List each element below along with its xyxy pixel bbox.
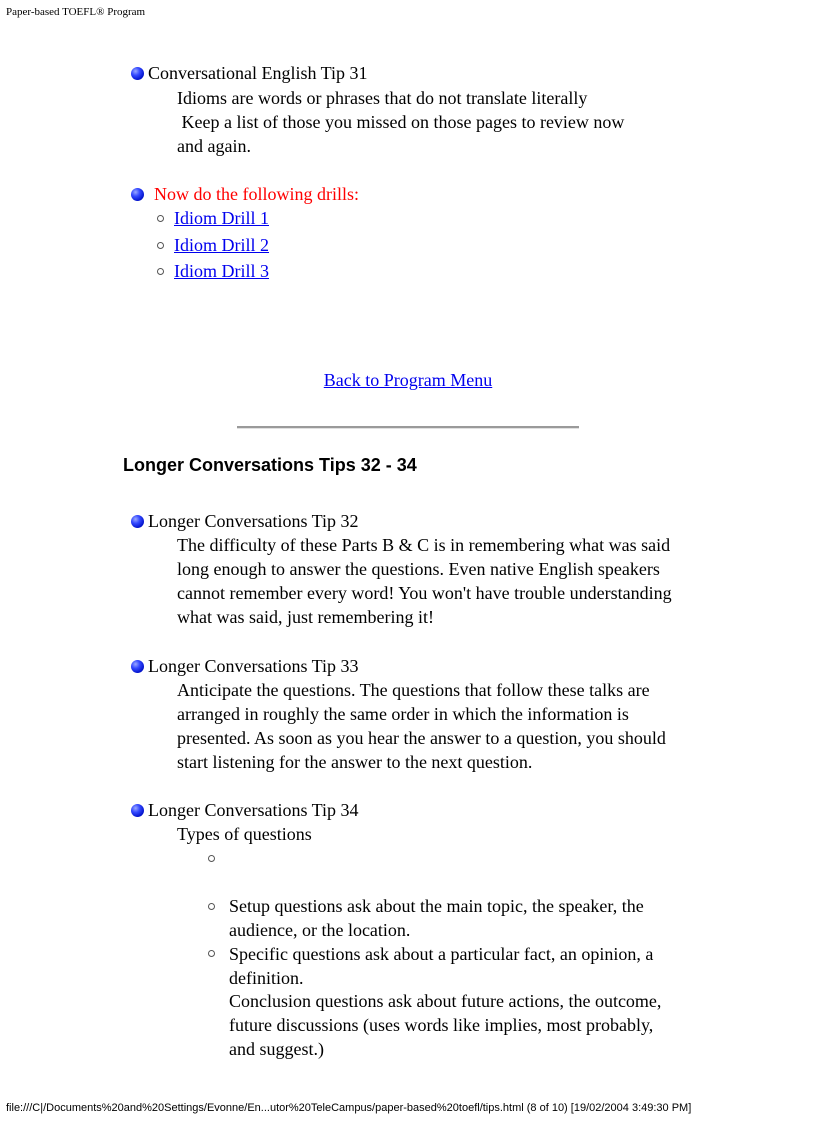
tip32-line: what was said, just remembering it!: [177, 607, 434, 627]
tip33-body: [177, 678, 666, 774]
drill-list-item: [157, 259, 269, 283]
tip33-line: Anticipate the questions. The questions that follow these talks are: [177, 680, 650, 700]
tip32-line: The difficulty of these Parts B & C is in remembering what was said: [177, 535, 671, 555]
question-type-line: Conclusion questions ask about future actions, the outcome,: [229, 991, 662, 1011]
tip32-line: cannot remember every word! You won't have trouble understanding: [177, 583, 672, 603]
tip33-title: Longer Conversations Tip 33: [148, 656, 359, 676]
question-type-line: and suggest.): [229, 1039, 324, 1059]
drills-intro: Now do the following drills:: [154, 184, 359, 204]
blue-bullet-icon: [131, 660, 144, 673]
page-footer-path: file:///C|/Documents%20and%20Settings/Evonne/En...utor%20TeleCampus/paper-based%20toefl/tips.html (8 of 10) [19/02/2004 3:49:30 PM]: [6, 1102, 692, 1114]
circle-bullet-icon: [157, 268, 164, 275]
tip34-intro: Types of questions: [177, 824, 312, 844]
section-heading: Longer Conversations Tips 32 - 34: [123, 455, 417, 475]
drills-item: [131, 182, 359, 206]
question-type-line: definition.: [229, 968, 304, 988]
tip32-line: long enough to answer the questions. Even native English speakers: [177, 559, 660, 579]
tip31-item: [131, 61, 368, 85]
drill-list-item: [157, 206, 269, 230]
tip31-line1: Idioms are words or phrases that do not translate literally: [177, 88, 588, 108]
circle-bullet-icon: [208, 903, 215, 910]
tip33-item: [131, 654, 359, 678]
circle-bullet-icon: [157, 242, 164, 249]
blue-bullet-icon: [131, 67, 144, 80]
tip31-line3: and again.: [177, 136, 251, 156]
page-header-title: Paper-based TOEFL® Program: [6, 6, 146, 18]
circle-bullet-icon: [208, 950, 215, 957]
tip33-line: start listening for the answer to the next question.: [177, 752, 533, 772]
tip33-line: arranged in roughly the same order in which the information is: [177, 704, 629, 724]
tip34-title: Longer Conversations Tip 34: [148, 800, 359, 820]
idiom-drill-2-link[interactable]: Idiom Drill 2: [174, 235, 269, 255]
circle-bullet-icon: [208, 855, 215, 862]
tip34-item: [131, 798, 359, 822]
tip31-line2: Keep a list of those you missed on those pages to review now: [177, 112, 625, 132]
horizontal-divider: [237, 426, 579, 429]
question-type-item: [208, 941, 688, 1085]
idiom-drill-1-link[interactable]: Idiom Drill 1: [174, 208, 269, 228]
tip31-body: [177, 86, 624, 158]
blue-bullet-icon: [131, 188, 144, 201]
drill-list-item: [157, 233, 269, 257]
back-to-program-menu-link[interactable]: Back to Program Menu: [323, 370, 493, 390]
blue-bullet-icon: [131, 804, 144, 817]
question-type-line: audience, or the location.: [229, 920, 411, 940]
tip32-body: [177, 533, 672, 629]
tip33-line: presented. As soon as you hear the answer to a question, you should: [177, 728, 666, 748]
tip31-title: Conversational English Tip 31: [148, 63, 368, 83]
question-type-line: Specific questions ask about a particular fact, an opinion, a: [229, 944, 654, 964]
blue-bullet-icon: [131, 515, 144, 528]
question-type-line: Setup questions ask about the main topic, the speaker, the: [229, 896, 644, 916]
idiom-drill-3-link[interactable]: Idiom Drill 3: [174, 261, 269, 281]
back-link-container: [0, 368, 816, 392]
circle-bullet-icon: [157, 215, 164, 222]
tip32-title: Longer Conversations Tip 32: [148, 511, 359, 531]
tip32-item: [131, 509, 359, 533]
question-type-line: future discussions (uses words like implies, most probably,: [229, 1015, 654, 1035]
